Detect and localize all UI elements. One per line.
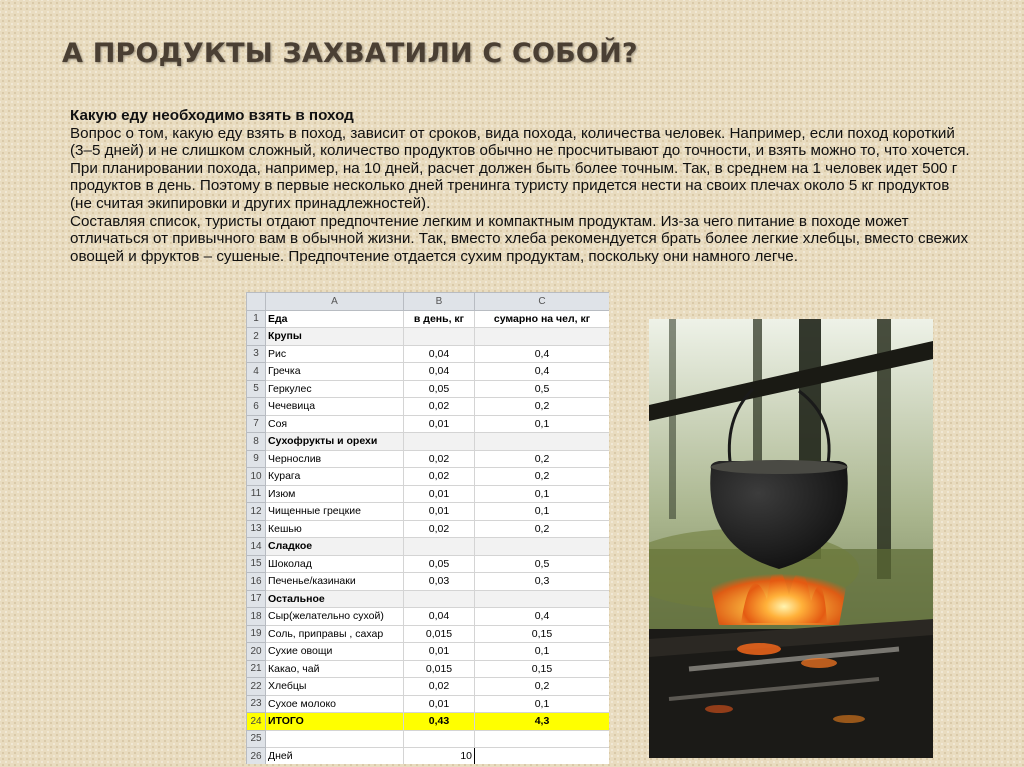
table-row (247, 695, 610, 713)
campfire-cauldron-illustration (649, 319, 933, 758)
table-row (247, 415, 610, 433)
value-cell-total[interactable]: 0,2 (475, 520, 610, 538)
value-cell-per-day[interactable]: 0,01 (404, 643, 475, 661)
table-row (247, 643, 610, 661)
column-header-b: B (404, 293, 475, 311)
table-row (247, 520, 610, 538)
row-number[interactable]: 16 (247, 573, 266, 591)
row-number[interactable]: 4 (247, 363, 266, 381)
value-cell-total[interactable]: 0,1 (475, 415, 610, 433)
value-cell-per-day[interactable]: 0,01 (404, 415, 475, 433)
total-label-cell[interactable]: ИТОГО (266, 713, 404, 731)
value-cell-per-day[interactable]: 0,02 (404, 520, 475, 538)
table-row (247, 485, 610, 503)
item-name-cell[interactable]: Чечевица (266, 398, 404, 416)
row-number[interactable]: 5 (247, 380, 266, 398)
days-label-cell[interactable]: Дней (266, 748, 404, 765)
total-per-day-cell[interactable]: 0,43 (404, 713, 475, 731)
subheading: Какую еду необходимо взять в поход (70, 107, 354, 124)
value-cell-per-day[interactable] (404, 433, 475, 451)
table-row (247, 468, 610, 486)
value-cell-per-day[interactable]: 0,02 (404, 678, 475, 696)
table-row (247, 730, 610, 748)
value-cell-per-day[interactable]: 0,04 (404, 608, 475, 626)
paragraph-2: Составляя список, туристы отдают предпочтение легким и компактным продуктам. Из-за чего питание в походе может отличаться от привычного вам в обычной жизни. Так, вместо хлеба рекомендуется брать более легкие хлебцы, вместо свежих овощей и фруктов – сушеные. Предпочтение отдается сухим продуктам, поскольку они намного легче. (70, 212, 969, 265)
campfire-photo (649, 319, 933, 758)
item-name-cell[interactable]: Печенье/казинаки (266, 573, 404, 591)
item-name-cell[interactable]: Рис (266, 345, 404, 363)
value-cell-per-day[interactable]: 0,03 (404, 573, 475, 591)
value-cell-total[interactable] (475, 433, 610, 451)
row-number[interactable]: 12 (247, 503, 266, 521)
table-row (247, 608, 610, 626)
row-number[interactable]: 8 (247, 433, 266, 451)
row-number[interactable]: 10 (247, 468, 266, 486)
value-cell-per-day[interactable]: 0,02 (404, 468, 475, 486)
value-cell-per-day[interactable] (404, 328, 475, 346)
item-name-cell[interactable]: Какао, чай (266, 660, 404, 678)
days-value-cell[interactable]: 10 (404, 748, 475, 765)
value-cell-total[interactable] (475, 328, 610, 346)
row-number[interactable]: 11 (247, 485, 266, 503)
table-row (247, 380, 610, 398)
row-number[interactable]: 17 (247, 590, 266, 608)
value-cell-per-day[interactable]: 0,05 (404, 555, 475, 573)
value-cell-per-day[interactable]: 0,04 (404, 363, 475, 381)
table-row (247, 345, 610, 363)
item-name-cell[interactable]: Геркулес (266, 380, 404, 398)
header-cell-per-day[interactable]: в день, кг (404, 310, 475, 328)
paragraph-1: Вопрос о том, какую еду взять в поход, зависит от сроков, вида похода, количества человек. Например, если поход короткий (3–5 дней) и не слишком сложный, количество продуктов обычно не просчитывают до точности, и взять можно то, что хочется. При планировании похода, например, на 10 дней, расчет должен быть более точным. Так, в среднем на 1 человек идет 500 г продуктов в день. Поэтому в первые несколько дней тренинга туристу придется нести на своих плечах около 5 кг продуктов (не считая экипировки и других принадлежностей). (70, 124, 970, 212)
item-name-cell[interactable]: Кешью (266, 520, 404, 538)
value-cell-total[interactable] (475, 538, 610, 556)
food-table (246, 292, 609, 764)
table-row (247, 713, 610, 731)
row-number[interactable]: 26 (247, 748, 266, 765)
item-name-cell[interactable]: Чищенные грецкие (266, 503, 404, 521)
value-cell-total[interactable]: 0,1 (475, 695, 610, 713)
column-header-row (247, 293, 610, 311)
table-row (247, 748, 610, 765)
row-number[interactable]: 22 (247, 678, 266, 696)
item-name-cell[interactable]: Хлебцы (266, 678, 404, 696)
item-name-cell[interactable]: Чернослив (266, 450, 404, 468)
value-cell-total[interactable]: 0,15 (475, 660, 610, 678)
column-header-a: A (266, 293, 404, 311)
table-row (247, 590, 610, 608)
row-number[interactable]: 25 (247, 730, 266, 748)
value-cell-per-day[interactable]: 0,02 (404, 450, 475, 468)
value-cell-total[interactable]: 0,3 (475, 573, 610, 591)
row-number[interactable]: 15 (247, 555, 266, 573)
value-cell-per-day[interactable] (404, 538, 475, 556)
table-row (247, 555, 610, 573)
value-cell-total[interactable]: 0,2 (475, 450, 610, 468)
table-row (247, 450, 610, 468)
table-row (247, 433, 610, 451)
value-cell-total[interactable] (475, 730, 610, 748)
item-name-cell[interactable]: Соль, приправы , сахар (266, 625, 404, 643)
header-cell-food[interactable]: Еда (266, 310, 404, 328)
row-number[interactable]: 1 (247, 310, 266, 328)
value-cell-total[interactable]: 0,2 (475, 398, 610, 416)
value-cell-total[interactable]: 0,4 (475, 363, 610, 381)
value-cell-total[interactable]: 0,2 (475, 468, 610, 486)
item-name-cell[interactable]: Изюм (266, 485, 404, 503)
value-cell-per-day[interactable]: 0,01 (404, 503, 475, 521)
table-row (247, 678, 610, 696)
item-name-cell[interactable] (266, 730, 404, 748)
category-cell[interactable]: Сухофрукты и орехи (266, 433, 404, 451)
row-number[interactable]: 6 (247, 398, 266, 416)
category-cell[interactable]: Крупы (266, 328, 404, 346)
column-header-c: C (475, 293, 610, 311)
empty-cell[interactable] (475, 748, 610, 765)
value-cell-total[interactable]: 0,5 (475, 380, 610, 398)
table-row (247, 625, 610, 643)
category-cell[interactable]: Сладкое (266, 538, 404, 556)
table-row (247, 328, 610, 346)
row-number[interactable]: 2 (247, 328, 266, 346)
table-row (247, 363, 610, 381)
item-name-cell[interactable]: Курага (266, 468, 404, 486)
body-text (70, 107, 975, 265)
row-number[interactable]: 24 (247, 713, 266, 731)
slide-title: А ПРОДУКТЫ ЗАХВАТИЛИ С СОБОЙ? (62, 38, 638, 69)
value-cell-total[interactable]: 0,1 (475, 643, 610, 661)
value-cell-per-day[interactable]: 0,015 (404, 625, 475, 643)
category-cell[interactable]: Остальное (266, 590, 404, 608)
item-name-cell[interactable]: Гречка (266, 363, 404, 381)
item-name-cell[interactable]: Шоколад (266, 555, 404, 573)
item-name-cell[interactable]: Сухие овощи (266, 643, 404, 661)
value-cell-per-day[interactable]: 0,01 (404, 485, 475, 503)
spreadsheet (246, 292, 609, 764)
value-cell-total[interactable]: 0,1 (475, 485, 610, 503)
item-name-cell[interactable]: Соя (266, 415, 404, 433)
row-number[interactable]: 7 (247, 415, 266, 433)
value-cell-per-day[interactable]: 0,015 (404, 660, 475, 678)
value-cell-per-day[interactable]: 0,01 (404, 695, 475, 713)
row-number[interactable]: 3 (247, 345, 266, 363)
value-cell-per-day[interactable]: 0,05 (404, 380, 475, 398)
table-row (247, 310, 610, 328)
row-number[interactable]: 21 (247, 660, 266, 678)
row-number[interactable]: 20 (247, 643, 266, 661)
table-row (247, 660, 610, 678)
value-cell-total[interactable] (475, 590, 610, 608)
item-name-cell[interactable]: Сухое молоко (266, 695, 404, 713)
row-number[interactable]: 9 (247, 450, 266, 468)
value-cell-per-day[interactable]: 0,02 (404, 398, 475, 416)
table-row (247, 503, 610, 521)
value-cell-per-day[interactable]: 0,04 (404, 345, 475, 363)
value-cell-total[interactable]: 0,4 (475, 345, 610, 363)
value-cell-total[interactable]: 0,1 (475, 503, 610, 521)
row-number[interactable]: 14 (247, 538, 266, 556)
value-cell-total[interactable]: 0,4 (475, 608, 610, 626)
header-cell-total[interactable]: сумарно на чел, кг (475, 310, 610, 328)
value-cell-total[interactable]: 0,2 (475, 678, 610, 696)
value-cell-per-day[interactable] (404, 590, 475, 608)
row-number[interactable]: 23 (247, 695, 266, 713)
row-number[interactable]: 13 (247, 520, 266, 538)
total-sum-cell[interactable]: 4,3 (475, 713, 610, 731)
value-cell-per-day[interactable] (404, 730, 475, 748)
sheet-corner (247, 293, 266, 311)
table-row (247, 538, 610, 556)
table-row (247, 573, 610, 591)
row-number[interactable]: 18 (247, 608, 266, 626)
value-cell-total[interactable]: 0,15 (475, 625, 610, 643)
row-number[interactable]: 19 (247, 625, 266, 643)
item-name-cell[interactable]: Сыр(желательно сухой) (266, 608, 404, 626)
value-cell-total[interactable]: 0,5 (475, 555, 610, 573)
table-row (247, 398, 610, 416)
